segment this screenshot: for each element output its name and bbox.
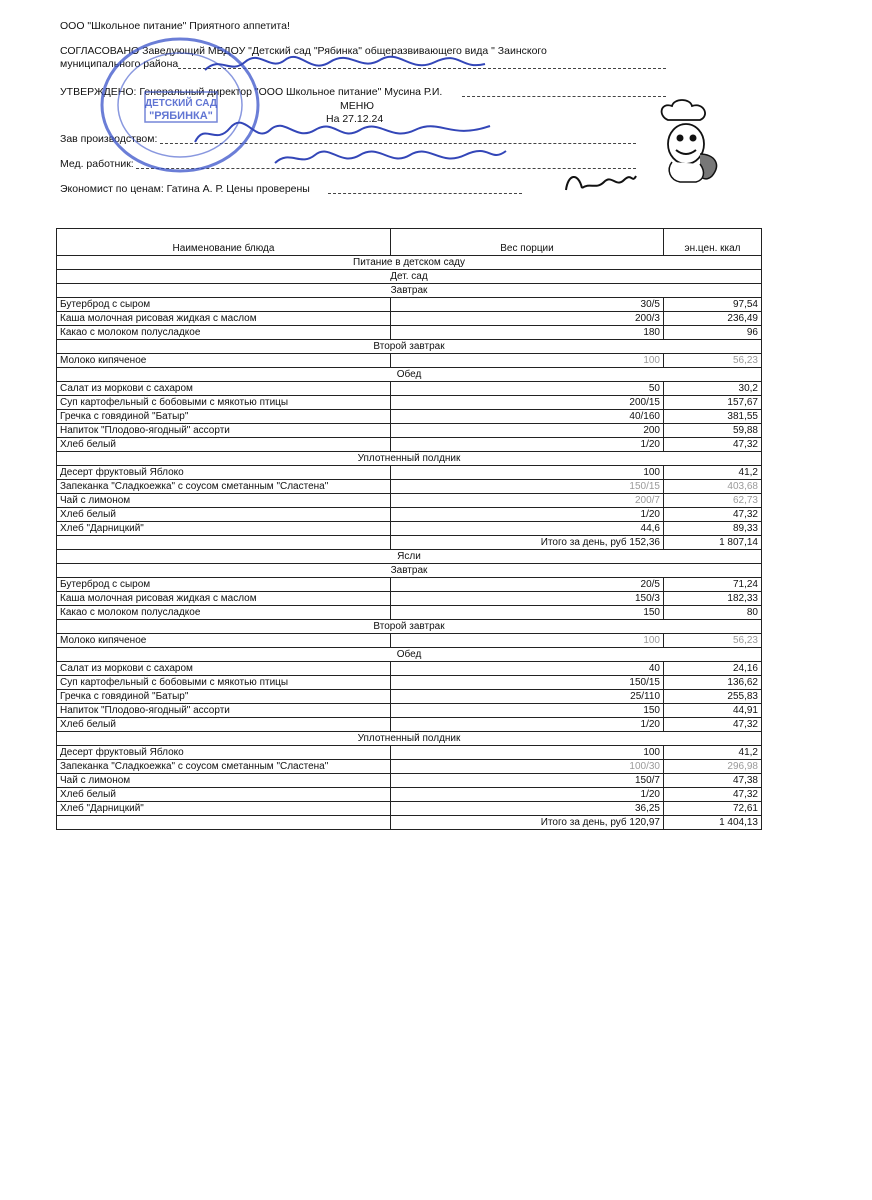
dish-name: Салат из моркови с сахаром [57, 662, 391, 676]
table-row [57, 578, 762, 592]
portion-weight: 1/20 [391, 508, 664, 522]
column-header-name: Наименование блюда [57, 229, 391, 256]
energy-kcal: 157,67 [664, 396, 762, 410]
portion-weight: 1/20 [391, 788, 664, 802]
dish-name: Какао с молоком полусладкое [57, 326, 391, 340]
section-row [57, 368, 762, 382]
table-row [57, 382, 762, 396]
table-row [57, 774, 762, 788]
energy-kcal: 47,32 [664, 718, 762, 732]
section-row [57, 256, 762, 270]
section-title: Уплотненный полдник [57, 452, 762, 466]
portion-weight: 40/160 [391, 410, 664, 424]
dish-name: Какао с молоком полусладкое [57, 606, 391, 620]
dish-name: Напиток "Плодово-ягодный" ассорти [57, 704, 391, 718]
section-row [57, 620, 762, 634]
energy-kcal: 56,23 [664, 634, 762, 648]
energy-kcal: 47,38 [664, 774, 762, 788]
menu-title: МЕНЮ [340, 100, 374, 112]
column-header-weight: Вес порции [391, 229, 664, 256]
portion-weight: 36,25 [391, 802, 664, 816]
table-row [57, 606, 762, 620]
dish-name: Бутерброд с сыром [57, 298, 391, 312]
dish-name: Чай с лимоном [57, 774, 391, 788]
table-row [57, 396, 762, 410]
table-row [57, 354, 762, 368]
svg-text:ДЕТСКИЙ САД: ДЕТСКИЙ САД [144, 98, 218, 109]
table-row [57, 410, 762, 424]
agreed-line: СОГЛАСОВАНО Заведующий МБДОУ "Детский сад "Рябинка" общеразвивающего вида " Заинского [60, 45, 547, 57]
total-price: Итого за день, руб 120,97 [391, 816, 664, 830]
energy-kcal: 56,23 [664, 354, 762, 368]
energy-kcal: 296,98 [664, 760, 762, 774]
total-kcal: 1 404,13 [664, 816, 762, 830]
table-row [57, 494, 762, 508]
portion-weight: 30/5 [391, 298, 664, 312]
energy-kcal: 381,55 [664, 410, 762, 424]
energy-kcal: 44,91 [664, 704, 762, 718]
section-title: Ясли [57, 550, 762, 564]
dish-name: Гречка с говядиной "Батыр" [57, 410, 391, 424]
section-row [57, 284, 762, 298]
dish-name: Десерт фруктовый Яблоко [57, 746, 391, 760]
portion-weight: 100 [391, 354, 664, 368]
total-blank [57, 816, 391, 830]
portion-weight: 100 [391, 466, 664, 480]
signature-line [328, 193, 522, 194]
dish-name: Гречка с говядиной "Батыр" [57, 690, 391, 704]
chef-mascot-icon [648, 98, 728, 186]
portion-weight: 200/3 [391, 312, 664, 326]
handwritten-signature [560, 168, 640, 198]
total-row [57, 816, 762, 830]
energy-kcal: 97,54 [664, 298, 762, 312]
portion-weight: 1/20 [391, 718, 664, 732]
table-row [57, 662, 762, 676]
production-head-line: Зав производством: [60, 133, 158, 145]
energy-kcal: 30,2 [664, 382, 762, 396]
section-title: Обед [57, 368, 762, 382]
total-price: Итого за день, руб 152,36 [391, 536, 664, 550]
dish-name: Молоко кипяченое [57, 634, 391, 648]
section-row [57, 732, 762, 746]
portion-weight: 44,6 [391, 522, 664, 536]
dish-name: Суп картофельный с бобовыми с мякотью птицы [57, 396, 391, 410]
energy-kcal: 24,16 [664, 662, 762, 676]
section-title: Завтрак [57, 564, 762, 578]
energy-kcal: 89,33 [664, 522, 762, 536]
energy-kcal: 47,32 [664, 788, 762, 802]
agreed-line-2: муниципального района [60, 58, 179, 70]
section-row [57, 340, 762, 354]
energy-kcal: 136,62 [664, 676, 762, 690]
section-row [57, 452, 762, 466]
table-row [57, 592, 762, 606]
portion-weight: 200/7 [391, 494, 664, 508]
handwritten-signature [270, 145, 510, 171]
dish-name: Хлеб белый [57, 508, 391, 522]
table-row [57, 438, 762, 452]
dish-name: Хлеб белый [57, 718, 391, 732]
handwritten-signature [200, 50, 490, 80]
section-title: Обед [57, 648, 762, 662]
portion-weight: 25/110 [391, 690, 664, 704]
energy-kcal: 71,24 [664, 578, 762, 592]
table-row [57, 312, 762, 326]
energy-kcal: 41,2 [664, 746, 762, 760]
energy-kcal: 236,49 [664, 312, 762, 326]
section-title: Завтрак [57, 284, 762, 298]
portion-weight: 150 [391, 606, 664, 620]
table-row [57, 298, 762, 312]
table-row [57, 676, 762, 690]
table-row [57, 480, 762, 494]
table-row [57, 522, 762, 536]
table-row [57, 466, 762, 480]
menu-date: На 27.12.24 [326, 113, 384, 125]
company-line: ООО "Школьное питание" Приятного аппетита! [60, 20, 290, 32]
energy-kcal: 47,32 [664, 508, 762, 522]
table-row [57, 760, 762, 774]
section-title: Уплотненный полдник [57, 732, 762, 746]
approved-line: УТВЕРЖДЕНО: Генеральный директор "ООО Школьное питание" Мусина Р.И. [60, 86, 443, 98]
portion-weight: 150/7 [391, 774, 664, 788]
dish-name: Десерт фруктовый Яблоко [57, 466, 391, 480]
signature-line [462, 96, 666, 97]
portion-weight: 200/15 [391, 396, 664, 410]
dish-name: Хлеб "Дарницкий" [57, 802, 391, 816]
energy-kcal: 47,32 [664, 438, 762, 452]
portion-weight: 100 [391, 746, 664, 760]
dish-name: Напиток "Плодово-ягодный" ассорти [57, 424, 391, 438]
table-row [57, 746, 762, 760]
table-row [57, 788, 762, 802]
section-row [57, 550, 762, 564]
table-row [57, 704, 762, 718]
dish-name: Хлеб белый [57, 438, 391, 452]
total-row [57, 536, 762, 550]
energy-kcal: 80 [664, 606, 762, 620]
economist-line: Экономист по ценам: Гатина А. Р. Цены проверены [60, 183, 310, 195]
portion-weight: 150 [391, 704, 664, 718]
section-row [57, 564, 762, 578]
dish-name: Чай с лимоном [57, 494, 391, 508]
portion-weight: 150/15 [391, 480, 664, 494]
portion-weight: 1/20 [391, 438, 664, 452]
dish-name: Бутерброд с сыром [57, 578, 391, 592]
section-title: Второй завтрак [57, 620, 762, 634]
portion-weight: 150/15 [391, 676, 664, 690]
medic-line: Мед. работник: [60, 158, 134, 170]
portion-weight: 40 [391, 662, 664, 676]
portion-weight: 100 [391, 634, 664, 648]
portion-weight: 20/5 [391, 578, 664, 592]
dish-name: Запеканка "Сладкоежка" с соусом сметанным "Сластена" [57, 480, 391, 494]
energy-kcal: 59,88 [664, 424, 762, 438]
dish-name: Молоко кипяченое [57, 354, 391, 368]
energy-kcal: 62,73 [664, 494, 762, 508]
table-row [57, 690, 762, 704]
dish-name: Каша молочная рисовая жидкая с маслом [57, 312, 391, 326]
menu-table [56, 228, 762, 830]
portion-weight: 200 [391, 424, 664, 438]
energy-kcal: 255,83 [664, 690, 762, 704]
dish-name: Запеканка "Сладкоежка" с соусом сметанным "Сластена" [57, 760, 391, 774]
dish-name: Хлеб "Дарницкий" [57, 522, 391, 536]
table-row [57, 634, 762, 648]
portion-weight: 150/3 [391, 592, 664, 606]
dish-name: Салат из моркови с сахаром [57, 382, 391, 396]
energy-kcal: 96 [664, 326, 762, 340]
dish-name: Каша молочная рисовая жидкая с маслом [57, 592, 391, 606]
dish-name: Суп картофельный с бобовыми с мякотью птицы [57, 676, 391, 690]
table-row [57, 802, 762, 816]
section-row [57, 648, 762, 662]
table-row [57, 508, 762, 522]
section-title: Дет. сад [57, 270, 762, 284]
table-row [57, 718, 762, 732]
handwritten-signature [190, 118, 500, 148]
portion-weight: 100/30 [391, 760, 664, 774]
section-row [57, 270, 762, 284]
dish-name: Хлеб белый [57, 788, 391, 802]
portion-weight: 180 [391, 326, 664, 340]
energy-kcal: 41,2 [664, 466, 762, 480]
energy-kcal: 403,68 [664, 480, 762, 494]
table-header-row [57, 229, 762, 256]
table-row [57, 424, 762, 438]
total-blank [57, 536, 391, 550]
section-title: Питание в детском саду [57, 256, 762, 270]
total-kcal: 1 807,14 [664, 536, 762, 550]
column-header-kcal: эн.цен. ккал [664, 229, 762, 256]
portion-weight: 50 [391, 382, 664, 396]
energy-kcal: 72,61 [664, 802, 762, 816]
energy-kcal: 182,33 [664, 592, 762, 606]
svg-text:"РЯБИНКА": "РЯБИНКА" [149, 110, 213, 122]
section-title: Второй завтрак [57, 340, 762, 354]
table-row [57, 326, 762, 340]
